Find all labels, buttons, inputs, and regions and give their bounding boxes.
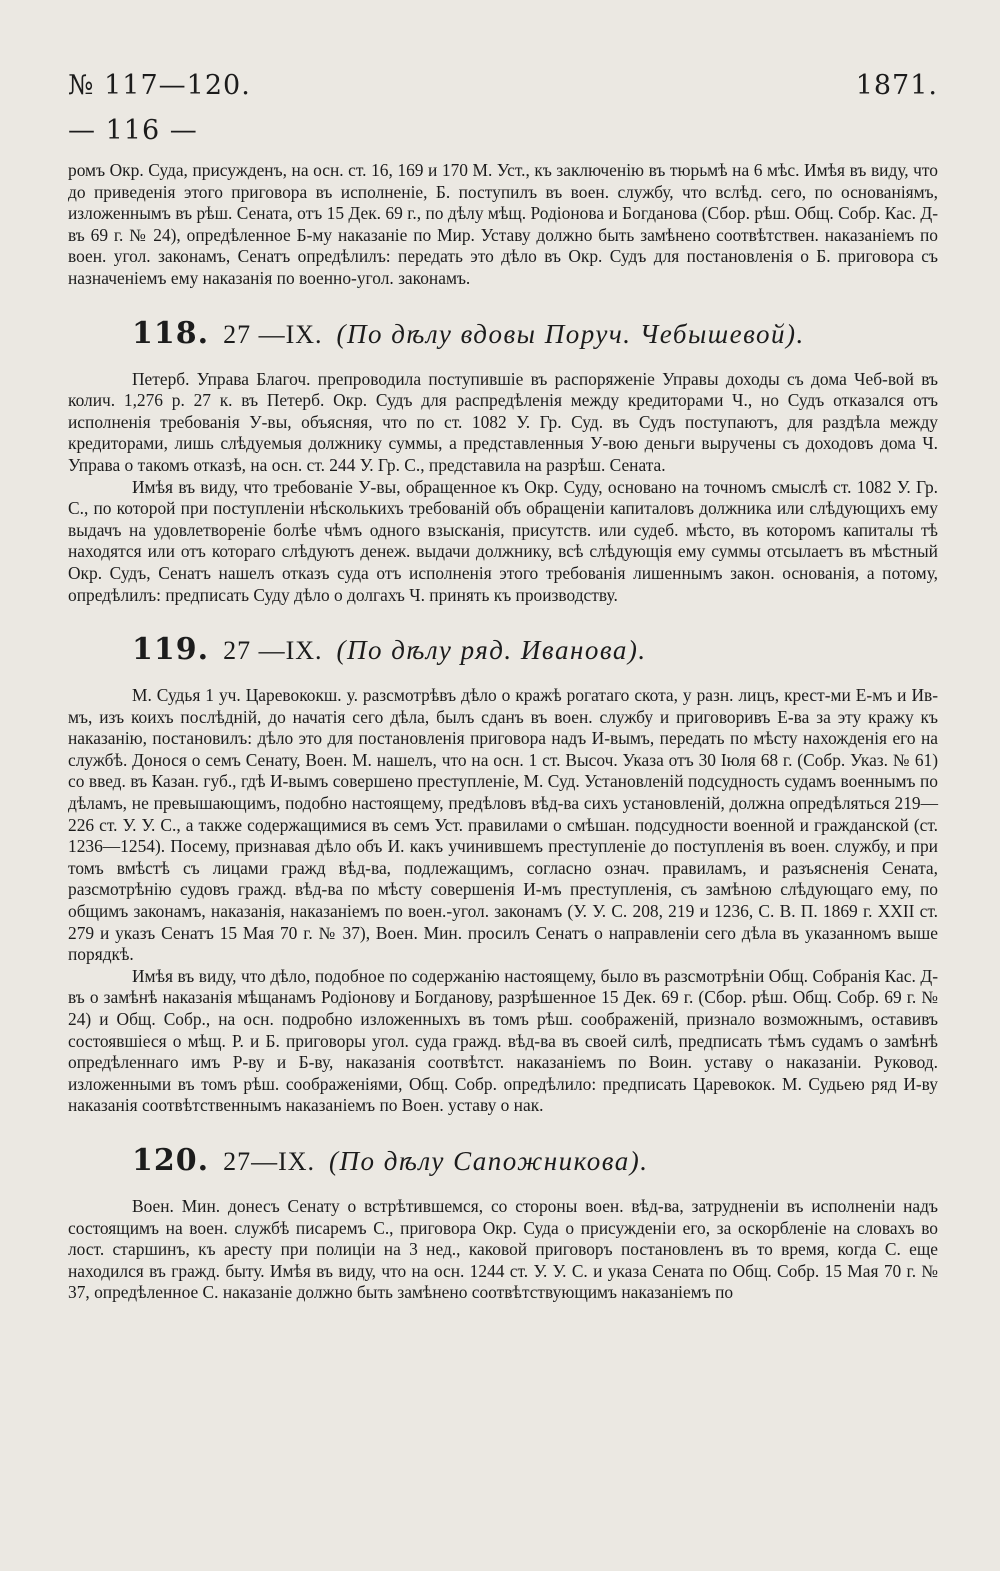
case-118-paragraph-1: Петерб. Управа Благоч. препроводила поступившіе въ распоряженіе Управы доходы съ дома Чеб-вой въ колич. 1,276 р. 27 к. въ Петерб. Окр. Судъ для распредѣленія между кредиторами Ч., но Судъ отказался отъ исполненія требованія У-вы, объясняя, что по ст. 1082 У. Гр. Суд. въ Судъ поступаютъ, для раздѣла между кредиторами, лишь слѣдуемыя должнику суммы, а представленныя У-вою деньги выручены съ доходовъ дома Ч. Управа о такомъ отказѣ, на осн. ст. 244 У. Гр. С., представила на разрѣш. Сената.	[68, 368, 938, 475]
header-case-range: № 117—120.	[68, 70, 251, 101]
page-number: — 116 —	[68, 115, 198, 146]
case-title: (По дѣлу ряд. Иванова).	[336, 635, 647, 666]
case-118-paragraph-2: Имѣя въ виду, что требованіе У-вы, обращенное къ Окр. Суду, основано на точномъ смыслѣ ст. 1082 У. Гр. С., по которой при поступленіи нѣсколькихъ требованій объ обращеніи капиталовъ должника или слѣдующихъ ему выдачъ на удовлетвореніе болѣе чѣмъ одного взысканія, присутств. или судеб. мѣсто, въ которомъ капиталы тѣ находятся или отъ котораго слѣдуютъ денеж. выдачи должнику, всѣ слѣдующія ему суммы отсылаетъ въ мѣстный Окр. Судъ, Сенатъ нашелъ отказъ суда отъ исполненія этого требованія лишеннымъ закон. основанія, а потому, опредѣлилъ: предписать Суду дѣло о долгахъ Ч. принять къ производству.	[68, 476, 938, 605]
case-date: 27—IX.	[223, 1146, 316, 1176]
case-number: 118.	[132, 315, 210, 351]
case-title: (По дѣлу Сапожникова).	[329, 1145, 649, 1176]
intro-paragraph: ромъ Окр. Суда, присужденъ, на осн. ст. 16, 169 и 170 М. Уст., къ заключенію въ тюрьмѣ на 6 мѣс. Имѣя въ виду, что до приведенія этого приговора въ исполненіе, Б. поступилъ въ воен. службу, что вслѣд. сего, по основаніямъ, изложеннымъ въ рѣш. Сената, отъ 15 Дек. 69 г., по дѣлу мѣщ. Родіонова и Богданова (Сбор. рѣш. Общ. Собр. Кас. Д-въ 69 г. № 24), опредѣленное Б-му наказаніе по Мир. Уставу должно быть замѣнено соотвѣтствен. наказаніемъ по воен. угол. законамъ, Сенатъ опредѣлилъ: передать это дѣло въ Окр. Судъ для постановленія о Б. приговора съ назначеніемъ ему наказанія по военно-угол. законамъ.	[68, 160, 938, 288]
page-number-wrap	[68, 115, 938, 146]
header-year: 1871.	[855, 70, 938, 101]
case-120-heading	[132, 1143, 938, 1178]
page-header	[68, 70, 938, 101]
case-119-paragraph-2: Имѣя въ виду, что дѣло, подобное по содержанію настоящему, было въ разсмотрѣніи Общ. Собранія Кас. Д-въ о замѣнѣ наказанія мѣщанамъ Родіонову и Богданову, разрѣшенное 15 Дек. 69 г. (Сбор. рѣш. Общ. Собр. 69 г. № 24) и Общ. Собр., на осн. подробно изложенныхъ въ томъ рѣш. соображеній, признало возможнымъ, оставивъ состоявшіеся о мѣщ. Р. и Б. приговоры угол. суда гражд. вѣд-ва въ своей силѣ, предписать тѣмъ судамъ о замѣнѣ опредѣленнаго имъ Р-ву и Б-ву, наказанія соотвѣтст. наказаніемъ по Воин. уставу о наказаніи. Руковод. изложенными въ томъ рѣш. соображеніями, Общ. Собр. опредѣлило: предписать Царевокок. М. Судьею ряд И-ву наказанія соотвѣтственнымъ наказаніемъ по Воен. уставу о нак.	[68, 965, 938, 1116]
case-number: 119.	[132, 632, 210, 668]
case-119-heading	[132, 632, 938, 667]
case-118-heading	[132, 316, 938, 351]
case-title: (По дѣлу вдовы Поруч. Чебышевой).	[336, 318, 805, 349]
case-number: 120.	[132, 1142, 210, 1178]
case-120-paragraph-1: Воен. Мин. донесъ Сенату о встрѣтившемся, со стороны воен. вѣд-ва, затрудненіи въ исполненіи надъ состоящимъ на воен. службѣ писаремъ С., приговора Окр. Суда о присужденіи его, за оскорбленіе на словахъ во лост. старшинъ, къ аресту при полиціи на 3 нед., каковой приговоръ постановленъ въ то время, когда С. еще находился въ гражд. быту. Имѣя въ виду, что на осн. 1244 ст. У. У. С. и указа Сената по Общ. Собр. 15 Мая 70 г. № 37, опредѣленное С. наказаніе должно быть замѣнено соотвѣтствующимъ наказаніемъ по	[68, 1195, 938, 1303]
case-date: 27 —IX.	[223, 636, 323, 666]
case-date: 27 —IX.	[223, 319, 323, 349]
case-119-paragraph-1: М. Судья 1 уч. Царевококш. у. разсмотрѣвъ дѣло о кражѣ рогатаго скота, у разн. лицъ, крест-ми Е-мъ и Ив-мъ, изъ коихъ послѣдній, до начатія сего дѣла, былъ сданъ въ воен. службу и приговоривъ Е-ва за эту кражу къ наказанію, постановилъ: дѣло это для постановленія приговора надъ И-вымъ, передать по мѣсту нахожденія его на службѣ. Донося о семъ Сенату, Воен. М. нашелъ, что на осн. 1 ст. Высоч. Указа отъ 30 Іюля 68 г. (Собр. Указ. № 61) со введ. въ Казан. губ., гдѣ И-вымъ совершено преступленіе, М. Суд. Установленій подсудность судамъ военнымъ по дѣламъ, не превышающимъ, подобно настоящему, предѣловъ вѣд-ва сихъ установленій, должна опредѣляться 219—226 ст. У. У. С., а также содержащимися въ семъ Уст. правилами о смѣшан. подсудности военной и гражданской (ст. 1236—1254). Посему, признавая дѣло объ И. какъ учинившемъ преступленіе до поступленія въ воен. службу, и при томъ вмѣстѣ съ лицами гражд вѣд-ва, подлежащимъ, согласно означ. правиламъ, и разъясненія Сената, разсмотрѣнію судовъ гражд. вѣд-ва по мѣсту совершенія И-мъ преступленія, съ замѣною слѣдующаго ему, по общимъ законамъ, наказанія, наказаніемъ по воен.-угол. законамъ (У. У. С. 208, 219 и 1236, С. В. П. 1869 г. XXII ст. 279 и указъ Сенатъ 15 Мая 70 г. № 37), Воен. Мин. просилъ Сенатъ о направленіи сего дѣла въ указанномъ выше порядкѣ.	[68, 685, 938, 965]
